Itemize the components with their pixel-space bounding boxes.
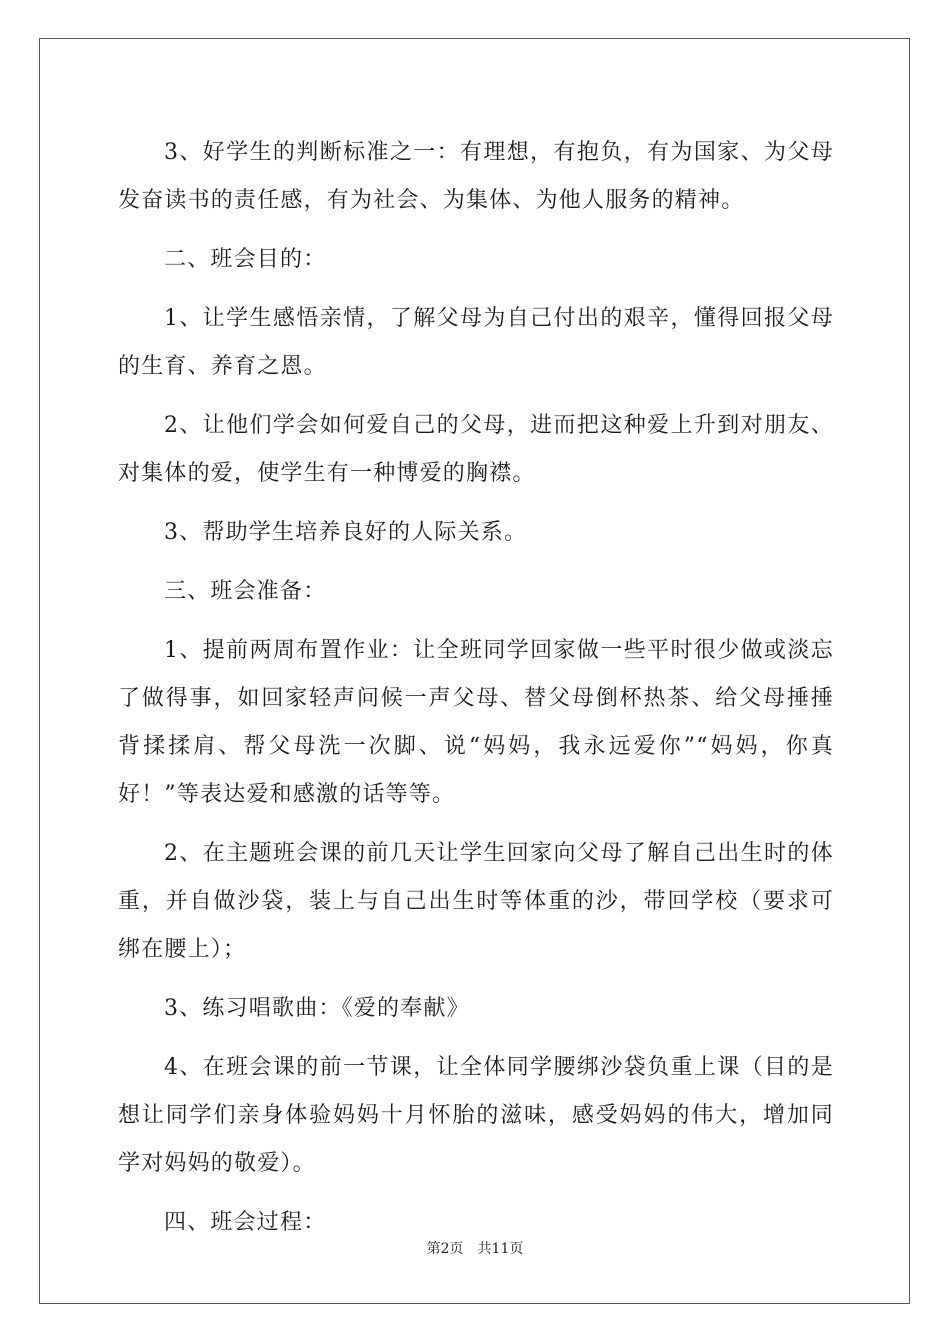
section-heading: 三、班会准备：	[164, 579, 327, 604]
paragraph: 2、在主题班会课的前几天让学生回家向父母了解自己出生时的体重，并自做沙袋，装上与自己出生时等体重的沙，带回学校（要求可绑在腰上）；	[118, 841, 834, 962]
paragraph: 4、在班会课的前一节课，让全体同学腰绑沙袋负重上课（目的是想让同学们亲身体验妈妈十月怀胎的滋味，感受妈妈的伟大，增加同学对妈妈的敬爱）。	[118, 1055, 834, 1176]
paragraph: 1、让学生感悟亲情，了解父母为自己付出的艰辛，懂得回报父母的生育、养育之恩。	[118, 306, 834, 379]
paragraph: 2、让他们学会如何爱自己的父母，进而把这种爱上升到对朋友、对集体的爱，使学生有一种博爱的胸襟。	[118, 413, 834, 486]
paragraph: 3、练习唱歌曲：《爱的奉献》	[164, 996, 470, 1021]
document-body	[118, 129, 834, 1258]
section-heading: 四、班会过程：	[164, 1210, 327, 1235]
paragraph: 3、好学生的判断标准之一：有理想，有抱负，有为国家、为父母发奋读书的责任感，有为社会、为集体、为他人服务的精神。	[118, 140, 834, 213]
section-heading: 二、班会目的：	[164, 247, 327, 272]
paragraph: 3、帮助学生培养良好的人际关系。	[164, 520, 528, 545]
paragraph: 1、提前两周布置作业：让全班同学回家做一些平时很少做或淡忘了做得事，如回家轻声问候一声父母、替父母倒杯热茶、给父母捶捶背揉揉肩、帮父母洗一次脚、说“妈妈，我永远爱你”“妈妈，你真好！”等表达爱和感激的话等等。	[118, 638, 834, 807]
page-footer: 第2页 共11页	[426, 1241, 524, 1257]
